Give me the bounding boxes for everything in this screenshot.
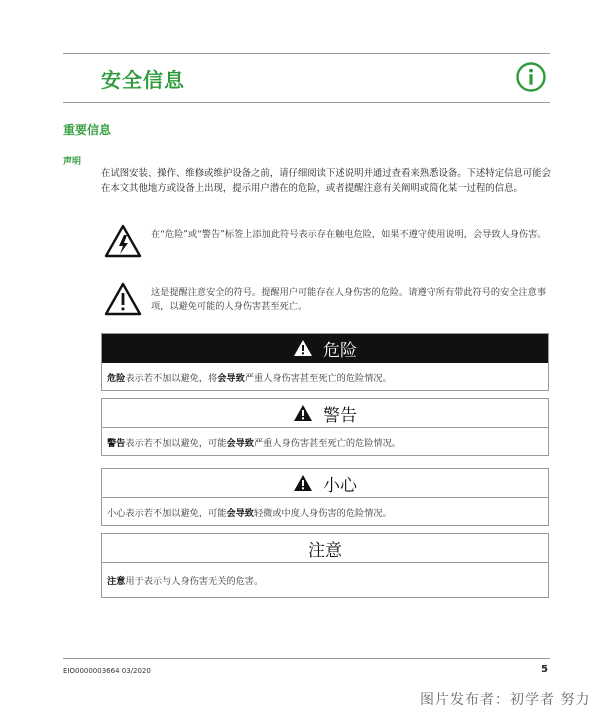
- notice-box: [101, 533, 549, 598]
- warning-label: 警告: [323, 405, 357, 426]
- danger-description: 危险表示若不加以避免，将会导致严重人身伤害甚至死亡的危险情况。: [107, 372, 392, 384]
- notice-label: 注意: [308, 540, 342, 561]
- document-id: EIO0000003664 03/2020: [63, 667, 151, 675]
- electric-hazard-icon: [104, 224, 142, 258]
- title-rule: [63, 102, 550, 103]
- danger-box: [101, 333, 549, 391]
- caution-triangle-icon: [293, 474, 313, 492]
- danger-label: 危险: [323, 340, 357, 361]
- page-number: 5: [541, 664, 548, 675]
- warning-triangle-icon: [104, 282, 142, 316]
- warning-symbol-text: 这是提醒注意安全的符号。提醒用户可能存在人身伤害的危险。请遵守所有带此符号的安全注意事项，以避免可能的人身伤害甚至死亡。: [151, 287, 547, 312]
- notice-description: 注意用于表示与人身伤害无关的危害。: [107, 576, 264, 587]
- caution-box: [101, 468, 549, 526]
- danger-header: [102, 334, 548, 363]
- watermark-text: 图片发布者：初学者 努力: [420, 692, 591, 708]
- footer-rule: [63, 658, 550, 659]
- warning-description: 警告表示若不加以避免，可能会导致严重人身伤害甚至死亡的危险情况。: [107, 437, 401, 449]
- page-title: 安全信息: [101, 68, 185, 92]
- section-heading: 重要信息: [63, 123, 112, 137]
- top-rule: [63, 53, 550, 54]
- warning-header: [102, 399, 548, 428]
- info-icon: [516, 62, 546, 92]
- notice-header: [102, 534, 548, 563]
- intro-paragraph: 在试图安装、操作、维修或维护设备之前，请仔细阅读下述说明并通过查看来熟悉设备。下述特定信息可能会在本文其他地方或设备上出现，提示用户潜在的危险，或者提醒注意有关阐明或简化某一过程的信息。: [101, 168, 552, 194]
- warning-small-triangle-icon: [293, 404, 313, 422]
- caution-label: 小心: [323, 475, 357, 496]
- danger-triangle-icon: [293, 339, 313, 357]
- warning-box: [101, 398, 549, 456]
- electric-hazard-text: 在“危险”或“警告”标签上添加此符号表示存在触电危险，如果不遵守使用说明，会导致人身伤害。: [151, 229, 547, 240]
- caution-description: 小心表示若不加以避免，可能会导致轻微或中度人身伤害的危险情况。: [107, 507, 392, 519]
- caution-header: [102, 469, 548, 498]
- section-subheading: 声明: [63, 157, 82, 167]
